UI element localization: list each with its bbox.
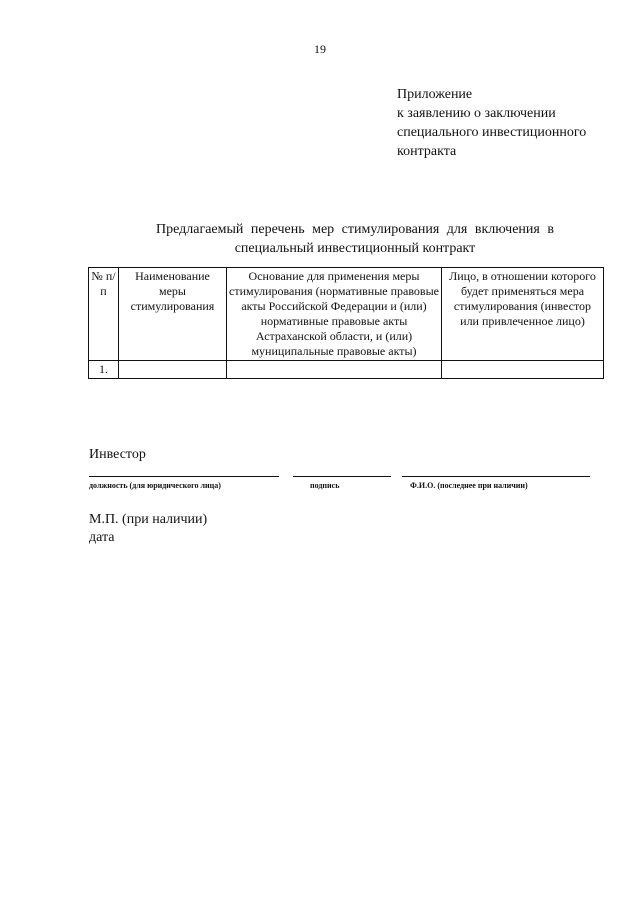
- date-label: дата: [89, 530, 115, 545]
- table-cell: [119, 361, 227, 379]
- appendix-line-2: к заявлению о заключении: [397, 106, 556, 121]
- appendix-line-3: специального инвестиционного: [397, 125, 587, 140]
- page-number: 19: [314, 42, 326, 56]
- full-name-caption: Ф.И.О. (последнее при наличии): [410, 481, 528, 490]
- position-signature-line: [89, 476, 279, 477]
- document-title-line-1: Предлагаемый перечень мер стимулирования для включения в: [156, 222, 554, 237]
- header-legal-basis: Основание для применения меры стимулирования (нормативные правовые акты Российской Федерации и (или) нормативные правовые акты Астраханской области, и (или) муниципальные правовые акты): [227, 268, 442, 361]
- appendix-header: [397, 85, 627, 161]
- full-name-signature-line: [402, 476, 590, 477]
- document-title: [120, 220, 590, 258]
- position-caption: должность (для юридического лица): [89, 481, 221, 490]
- table-cell: [442, 361, 604, 379]
- signature-line: [293, 476, 391, 477]
- investor-label: Инвестор: [89, 447, 146, 462]
- table-cell: [227, 361, 442, 379]
- header-number: № п/п: [89, 268, 119, 361]
- appendix-line-4: контракта: [397, 144, 457, 159]
- document-title-line-2: специальный инвестиционный контракт: [234, 241, 476, 256]
- table-header-row: [89, 268, 604, 361]
- table-row: [89, 361, 604, 379]
- header-measure-name: Наименование меры стимулирования: [119, 268, 227, 361]
- appendix-line-1: Приложение: [397, 87, 473, 102]
- header-person: Лицо, в отношении которого будет применяться мера стимулирования (инвестор или привлеченное лицо): [442, 268, 604, 361]
- signature-caption: подпись: [310, 481, 340, 490]
- stamp-block: [89, 511, 207, 547]
- measures-table: [88, 267, 604, 379]
- table-cell: 1.: [89, 361, 119, 379]
- stamp-label: М.П. (при наличии): [89, 512, 208, 527]
